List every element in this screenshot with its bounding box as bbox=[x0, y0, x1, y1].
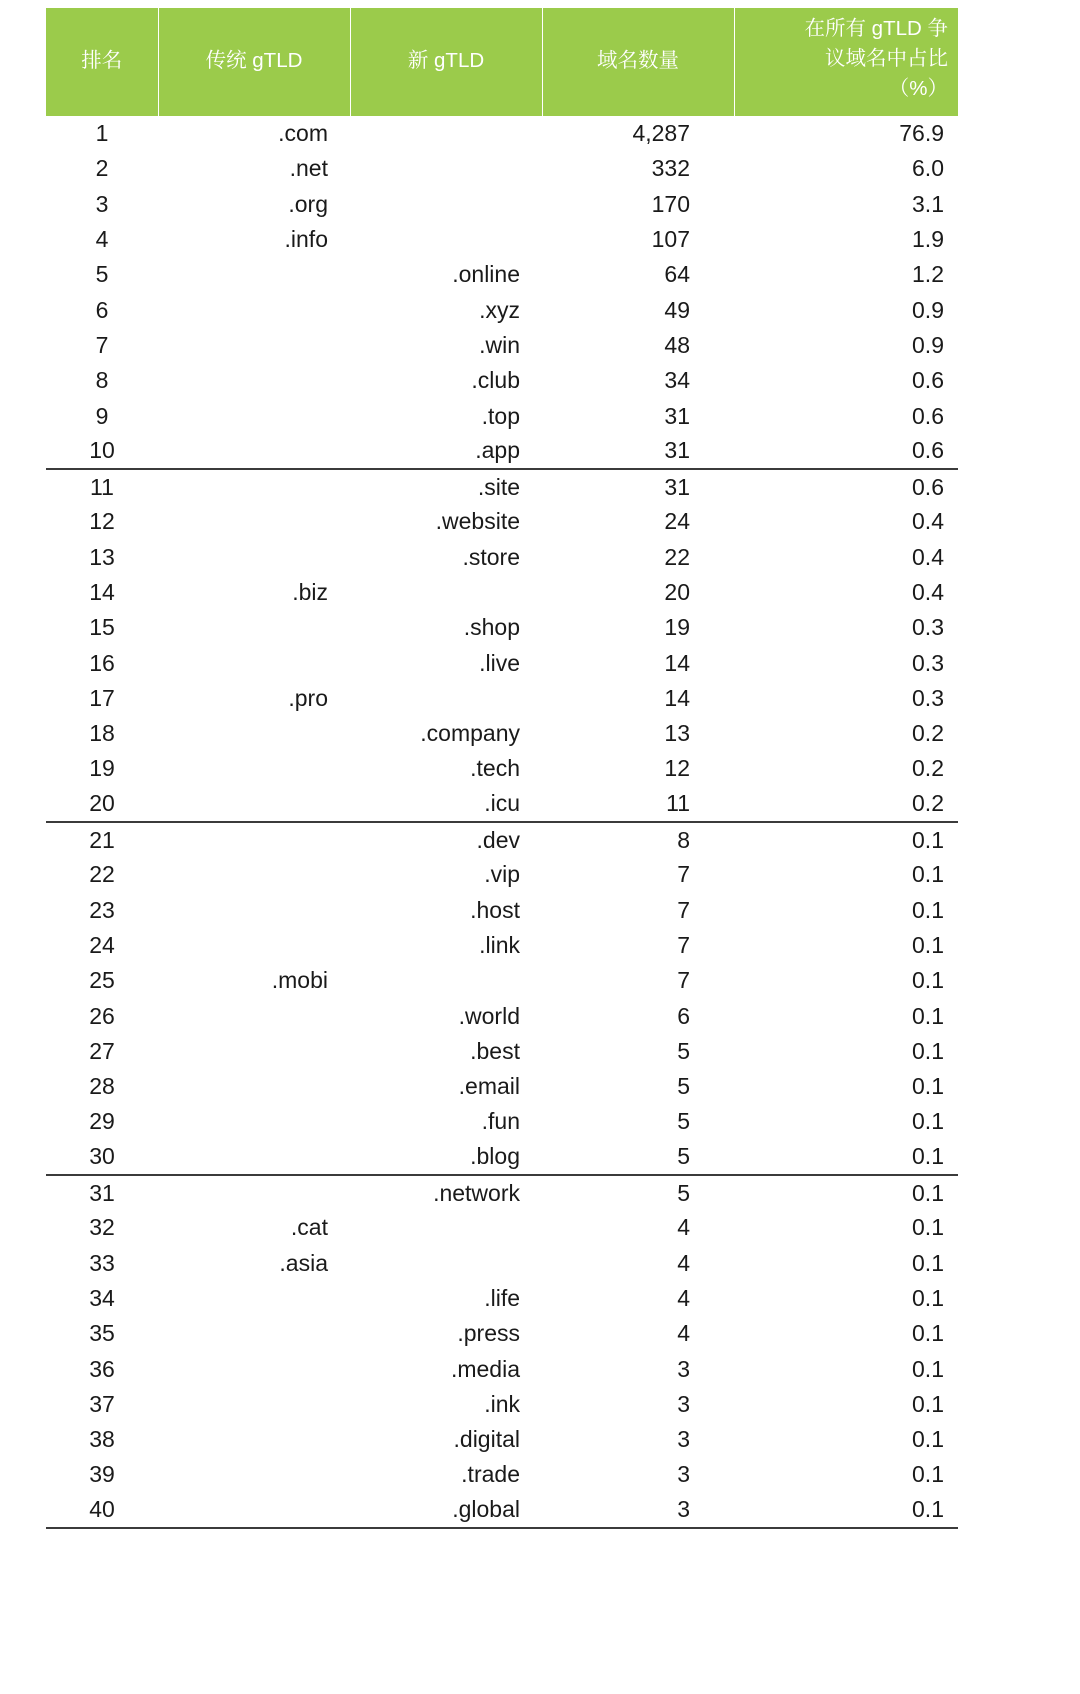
cell-share-percent: 0.9 bbox=[912, 296, 944, 323]
cell-traditional-gtld: .org bbox=[288, 190, 328, 217]
cell-rank: 35 bbox=[89, 1320, 115, 1347]
cell-traditional-gtld bbox=[158, 257, 350, 292]
cell-new-gtld: .dev bbox=[476, 826, 520, 853]
cell-rank: 25 bbox=[89, 967, 115, 994]
cell-share-percent: 0.1 bbox=[912, 1284, 944, 1311]
cell-traditional-gtld bbox=[158, 716, 350, 751]
cell-domain-count: 31 bbox=[542, 434, 734, 469]
cell-new-gtld: .host bbox=[470, 896, 520, 923]
column-header-new-gtld: 新 gTLD bbox=[350, 8, 542, 116]
cell-new-gtld: .store bbox=[462, 543, 520, 570]
cell-share-percent: 0.1 bbox=[734, 1140, 958, 1175]
table-row bbox=[46, 1316, 958, 1351]
cell-traditional-gtld: .info bbox=[284, 226, 328, 253]
table-row bbox=[46, 1457, 958, 1492]
table-row bbox=[46, 469, 958, 504]
cell-traditional-gtld bbox=[158, 1069, 350, 1104]
table-row bbox=[46, 1387, 958, 1422]
cell-share-percent: 0.1 bbox=[912, 1390, 944, 1417]
cell-share-percent: 0.3 bbox=[912, 614, 944, 641]
cell-new-gtld: .fun bbox=[481, 1108, 520, 1135]
table-row bbox=[46, 540, 958, 575]
cell-domain-count: 3 bbox=[677, 1461, 690, 1488]
cell-share-percent: 0.2 bbox=[912, 720, 944, 747]
table-row bbox=[46, 963, 958, 998]
table-row bbox=[46, 1210, 958, 1245]
cell-domain-count: 34 bbox=[664, 367, 690, 394]
cell-new-gtld: .icu bbox=[350, 787, 542, 822]
cell-domain-count: 13 bbox=[664, 720, 690, 747]
cell-share-percent: 0.1 bbox=[912, 1214, 944, 1241]
cell-share-percent: 0.4 bbox=[912, 543, 944, 570]
cell-new-gtld: .website bbox=[435, 508, 520, 535]
cell-share-percent: 0.1 bbox=[912, 1179, 944, 1206]
cell-rank: 7 bbox=[95, 331, 109, 358]
cell-rank: 10 bbox=[46, 434, 158, 469]
cell-new-gtld: .link bbox=[479, 931, 520, 958]
cell-rank: 18 bbox=[89, 720, 115, 747]
cell-domain-count: 6 bbox=[677, 1002, 690, 1029]
cell-new-gtld: .club bbox=[471, 367, 520, 394]
cell-new-gtld: .digital bbox=[453, 1426, 520, 1453]
column-header-share-percent bbox=[734, 8, 958, 116]
cell-traditional-gtld bbox=[158, 540, 350, 575]
table-row bbox=[46, 1351, 958, 1386]
cell-new-gtld: .tech bbox=[470, 755, 520, 782]
cell-new-gtld bbox=[350, 681, 542, 716]
cell-rank: 13 bbox=[89, 543, 115, 570]
cell-rank: 28 bbox=[89, 1073, 115, 1100]
cell-rank: 29 bbox=[89, 1108, 115, 1135]
cell-rank: 19 bbox=[89, 755, 115, 782]
cell-traditional-gtld bbox=[158, 1387, 350, 1422]
cell-traditional-gtld: .asia bbox=[279, 1249, 328, 1276]
cell-traditional-gtld bbox=[158, 822, 350, 857]
cell-share-percent: 0.1 bbox=[912, 1461, 944, 1488]
table-row bbox=[46, 1281, 958, 1316]
cell-domain-count: 5 bbox=[677, 1179, 690, 1206]
cell-share-percent: 0.2 bbox=[912, 755, 944, 782]
cell-rank: 38 bbox=[89, 1426, 115, 1453]
cell-share-percent: 0.6 bbox=[734, 434, 958, 469]
cell-rank: 11 bbox=[90, 473, 114, 500]
cell-domain-count: 332 bbox=[651, 155, 690, 182]
table-row bbox=[46, 822, 958, 857]
cell-rank: 16 bbox=[89, 649, 115, 676]
cell-rank: 8 bbox=[95, 367, 109, 394]
cell-traditional-gtld bbox=[158, 434, 350, 469]
cell-share-percent: 0.3 bbox=[912, 684, 944, 711]
cell-rank: 12 bbox=[89, 508, 115, 535]
cell-rank: 3 bbox=[95, 190, 109, 217]
table-row bbox=[46, 187, 958, 222]
cell-new-gtld bbox=[350, 187, 542, 222]
cell-traditional-gtld bbox=[158, 504, 350, 539]
cell-domain-count: 4 bbox=[677, 1320, 690, 1347]
table-row bbox=[46, 751, 958, 786]
cell-new-gtld: .live bbox=[479, 649, 520, 676]
cell-domain-count: 31 bbox=[664, 473, 690, 500]
cell-share-percent: 0.4 bbox=[912, 508, 944, 535]
table-row bbox=[46, 1069, 958, 1104]
cell-rank: 37 bbox=[89, 1390, 115, 1417]
cell-share-percent: 0.6 bbox=[912, 367, 944, 394]
share-header-line-2: 议域名中占比 bbox=[825, 47, 948, 70]
cell-share-percent: 0.1 bbox=[912, 967, 944, 994]
cell-domain-count: 8 bbox=[677, 826, 690, 853]
gtld-dispute-table bbox=[46, 8, 958, 1529]
cell-share-percent: 0.1 bbox=[912, 1320, 944, 1347]
table-row bbox=[46, 716, 958, 751]
cell-new-gtld bbox=[350, 575, 542, 610]
table-row bbox=[46, 857, 958, 892]
table-row bbox=[46, 893, 958, 928]
cell-share-percent: 0.1 bbox=[912, 1426, 944, 1453]
table-row bbox=[46, 1422, 958, 1457]
table-row bbox=[46, 1493, 958, 1528]
cell-domain-count: 3 bbox=[677, 1355, 690, 1382]
cell-traditional-gtld: .biz bbox=[292, 579, 328, 605]
cell-new-gtld bbox=[350, 151, 542, 186]
cell-domain-count: 3 bbox=[677, 1426, 690, 1453]
cell-traditional-gtld bbox=[158, 787, 350, 822]
cell-domain-count: 107 bbox=[651, 226, 690, 253]
cell-domain-count: 22 bbox=[664, 543, 690, 570]
table-row bbox=[46, 257, 958, 292]
table-body bbox=[46, 116, 958, 1528]
cell-new-gtld: .email bbox=[458, 1073, 520, 1100]
cell-share-percent: 0.2 bbox=[734, 787, 958, 822]
cell-domain-count: 4 bbox=[677, 1214, 690, 1241]
cell-new-gtld: .shop bbox=[463, 614, 520, 641]
cell-traditional-gtld bbox=[158, 1493, 350, 1528]
cell-share-percent: 0.1 bbox=[912, 931, 944, 958]
column-header-traditional-gtld: 传统 gTLD bbox=[158, 8, 350, 116]
cell-rank: 21 bbox=[89, 826, 115, 853]
cell-traditional-gtld bbox=[158, 893, 350, 928]
table-row bbox=[46, 116, 958, 151]
cell-share-percent: 0.1 bbox=[912, 1249, 944, 1276]
cell-domain-count: 14 bbox=[664, 684, 690, 711]
cell-share-percent: 0.1 bbox=[912, 861, 944, 888]
cell-domain-count: 64 bbox=[664, 261, 690, 288]
cell-traditional-gtld bbox=[158, 1175, 350, 1210]
cell-traditional-gtld bbox=[158, 645, 350, 680]
table-row bbox=[46, 1246, 958, 1281]
cell-traditional-gtld: .mobi bbox=[271, 967, 328, 994]
cell-new-gtld: .media bbox=[450, 1355, 520, 1382]
cell-share-percent: 0.3 bbox=[912, 649, 944, 676]
cell-rank: 30 bbox=[46, 1140, 158, 1175]
header-row bbox=[46, 8, 958, 116]
cell-share-percent: 0.1 bbox=[912, 1002, 944, 1029]
cell-domain-count: 4,287 bbox=[632, 120, 690, 147]
table-header bbox=[46, 8, 958, 116]
cell-domain-count: 5 bbox=[677, 1037, 690, 1064]
cell-rank: 14 bbox=[89, 579, 115, 605]
cell-domain-count: 31 bbox=[664, 402, 690, 429]
column-header-rank: 排名 bbox=[46, 8, 158, 116]
cell-rank: 5 bbox=[95, 261, 109, 288]
cell-rank: 24 bbox=[89, 931, 115, 958]
cell-new-gtld: .site bbox=[477, 473, 520, 500]
cell-new-gtld: .blog bbox=[350, 1140, 542, 1175]
table-row bbox=[46, 575, 958, 610]
cell-traditional-gtld bbox=[158, 469, 350, 504]
cell-rank: 2 bbox=[95, 155, 109, 182]
cell-domain-count: 11 bbox=[542, 787, 734, 822]
cell-domain-count: 4 bbox=[677, 1249, 690, 1276]
cell-share-percent: 0.1 bbox=[912, 826, 944, 853]
table-row bbox=[46, 645, 958, 680]
table-row bbox=[46, 398, 958, 433]
cell-traditional-gtld bbox=[158, 398, 350, 433]
cell-domain-count: 5 bbox=[677, 1073, 690, 1100]
cell-rank: 20 bbox=[46, 787, 158, 822]
cell-rank: 15 bbox=[89, 614, 115, 641]
cell-traditional-gtld bbox=[158, 328, 350, 363]
cell-traditional-gtld bbox=[158, 998, 350, 1033]
cell-rank: 22 bbox=[89, 861, 115, 888]
cell-new-gtld: .company bbox=[420, 720, 520, 747]
table-row bbox=[46, 1104, 958, 1139]
table-row bbox=[46, 681, 958, 716]
cell-new-gtld bbox=[350, 116, 542, 151]
table-row bbox=[46, 222, 958, 257]
cell-new-gtld: .global bbox=[350, 1493, 542, 1528]
cell-domain-count: 20 bbox=[664, 579, 690, 605]
cell-domain-count: 48 bbox=[664, 331, 690, 358]
table-row bbox=[46, 151, 958, 186]
share-header-line-3: （%） bbox=[888, 77, 948, 100]
cell-new-gtld: .press bbox=[457, 1320, 520, 1347]
cell-traditional-gtld bbox=[158, 363, 350, 398]
cell-share-percent: 0.9 bbox=[912, 331, 944, 358]
cell-share-percent: 0.1 bbox=[912, 1355, 944, 1382]
cell-rank: 34 bbox=[89, 1284, 115, 1311]
cell-traditional-gtld: .com bbox=[278, 120, 328, 147]
cell-new-gtld bbox=[350, 963, 542, 998]
cell-new-gtld: .online bbox=[452, 261, 520, 288]
cell-traditional-gtld bbox=[158, 292, 350, 327]
cell-traditional-gtld: .pro bbox=[288, 684, 328, 711]
cell-rank: 36 bbox=[89, 1355, 115, 1382]
cell-share-percent: 76.9 bbox=[899, 120, 944, 147]
cell-traditional-gtld bbox=[158, 751, 350, 786]
table-row bbox=[46, 928, 958, 963]
cell-share-percent: 0.1 bbox=[912, 1073, 944, 1100]
table-row bbox=[46, 328, 958, 363]
cell-rank: 1 bbox=[95, 120, 109, 147]
cell-share-percent: 1.9 bbox=[912, 226, 944, 253]
cell-share-percent: 0.6 bbox=[912, 402, 944, 429]
table-row bbox=[46, 363, 958, 398]
cell-rank: 33 bbox=[89, 1249, 115, 1276]
cell-domain-count: 49 bbox=[664, 296, 690, 323]
table-row bbox=[46, 998, 958, 1033]
cell-traditional-gtld bbox=[158, 1281, 350, 1316]
cell-domain-count: 7 bbox=[677, 931, 690, 958]
cell-share-percent: 3.1 bbox=[912, 190, 944, 217]
cell-domain-count: 19 bbox=[664, 614, 690, 641]
cell-rank: 26 bbox=[89, 1002, 115, 1029]
cell-new-gtld: .world bbox=[458, 1002, 520, 1029]
cell-share-percent: 0.1 bbox=[912, 1108, 944, 1135]
cell-domain-count: 3 bbox=[542, 1493, 734, 1528]
cell-traditional-gtld bbox=[158, 1034, 350, 1069]
cell-rank: 40 bbox=[46, 1493, 158, 1528]
share-header-line-1: 在所有 gTLD 争 bbox=[804, 17, 948, 40]
cell-domain-count: 12 bbox=[664, 755, 690, 782]
cell-rank: 23 bbox=[89, 896, 115, 923]
table-row bbox=[46, 1034, 958, 1069]
cell-new-gtld: .app bbox=[350, 434, 542, 469]
cell-traditional-gtld bbox=[158, 1351, 350, 1386]
cell-traditional-gtld bbox=[158, 1457, 350, 1492]
cell-rank: 32 bbox=[89, 1214, 115, 1241]
cell-new-gtld: .win bbox=[479, 331, 520, 358]
cell-share-percent: 0.4 bbox=[912, 579, 944, 605]
cell-traditional-gtld: .cat bbox=[290, 1214, 328, 1241]
cell-new-gtld: .top bbox=[481, 402, 520, 429]
column-header-domain-count: 域名数量 bbox=[542, 8, 734, 116]
cell-traditional-gtld bbox=[158, 1316, 350, 1351]
cell-share-percent: 0.1 bbox=[912, 896, 944, 923]
cell-traditional-gtld bbox=[158, 1104, 350, 1139]
cell-domain-count: 14 bbox=[664, 649, 690, 676]
cell-new-gtld: .best bbox=[470, 1037, 520, 1064]
cell-new-gtld: .life bbox=[484, 1284, 520, 1311]
table-row bbox=[46, 292, 958, 327]
cell-domain-count: 5 bbox=[677, 1108, 690, 1135]
cell-rank: 6 bbox=[95, 296, 109, 323]
cell-new-gtld: .ink bbox=[484, 1390, 520, 1417]
cell-rank: 39 bbox=[89, 1461, 115, 1488]
cell-domain-count: 7 bbox=[677, 861, 690, 888]
cell-traditional-gtld bbox=[158, 928, 350, 963]
cell-share-percent: 0.6 bbox=[912, 473, 944, 500]
cell-rank: 27 bbox=[89, 1037, 115, 1064]
cell-new-gtld: .network bbox=[433, 1179, 520, 1206]
cell-traditional-gtld: .net bbox=[289, 155, 328, 182]
cell-traditional-gtld bbox=[158, 610, 350, 645]
cell-rank: 9 bbox=[95, 402, 109, 429]
table-row bbox=[46, 504, 958, 539]
cell-new-gtld: .vip bbox=[484, 861, 520, 888]
cell-rank: 4 bbox=[95, 226, 109, 253]
cell-share-percent: 1.2 bbox=[912, 261, 944, 288]
cell-domain-count: 24 bbox=[664, 508, 690, 535]
cell-new-gtld bbox=[350, 1246, 542, 1281]
table-row bbox=[46, 1175, 958, 1210]
cell-domain-count: 170 bbox=[651, 190, 690, 217]
cell-share-percent: 0.1 bbox=[734, 1493, 958, 1528]
cell-domain-count: 4 bbox=[677, 1284, 690, 1311]
cell-domain-count: 5 bbox=[542, 1140, 734, 1175]
table-row bbox=[46, 610, 958, 645]
cell-share-percent: 6.0 bbox=[912, 155, 944, 182]
table-row bbox=[46, 434, 958, 469]
table-row bbox=[46, 787, 958, 822]
cell-rank: 31 bbox=[89, 1179, 115, 1206]
cell-domain-count: 7 bbox=[677, 896, 690, 923]
cell-traditional-gtld bbox=[158, 1140, 350, 1175]
cell-domain-count: 7 bbox=[677, 967, 690, 994]
cell-share-percent: 0.1 bbox=[912, 1037, 944, 1064]
cell-domain-count: 3 bbox=[677, 1390, 690, 1417]
table-row bbox=[46, 1140, 958, 1175]
cell-new-gtld: .xyz bbox=[479, 296, 520, 323]
cell-new-gtld bbox=[350, 222, 542, 257]
cell-rank: 17 bbox=[89, 684, 115, 711]
cell-traditional-gtld bbox=[158, 857, 350, 892]
cell-new-gtld: .trade bbox=[461, 1461, 520, 1488]
cell-new-gtld bbox=[350, 1210, 542, 1245]
cell-traditional-gtld bbox=[158, 1422, 350, 1457]
